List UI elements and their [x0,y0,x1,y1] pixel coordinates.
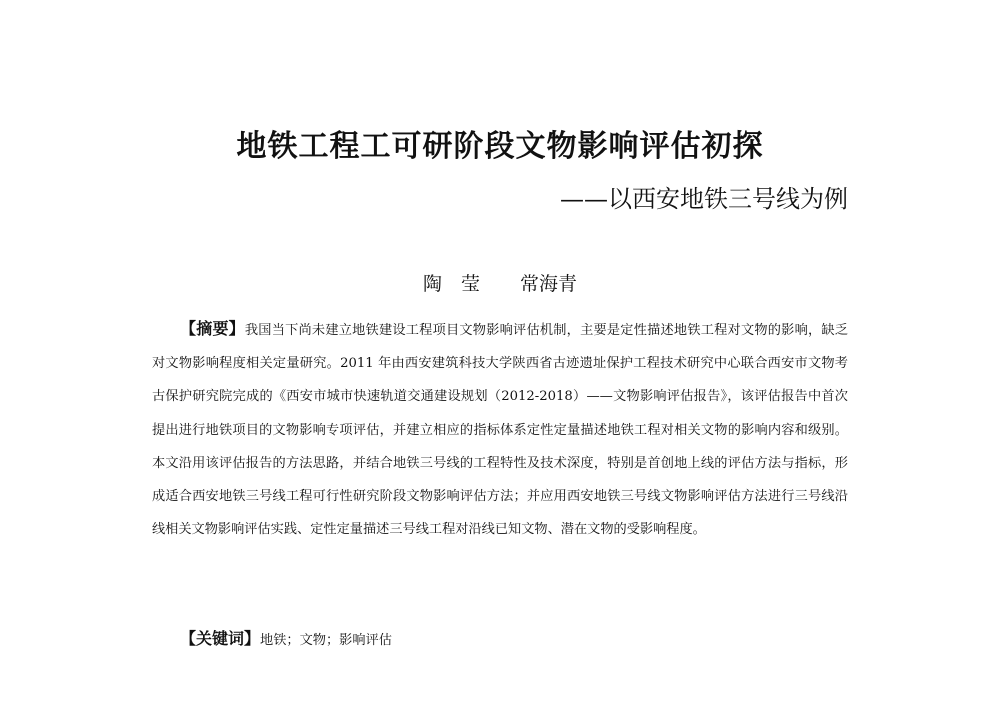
abstract-paragraph [152,312,848,546]
abstract-label: 【摘要】 [180,319,245,338]
keywords-text: 地铁；文物；影响评估 [260,633,392,648]
author-name: 陶 莹 [422,273,480,295]
abstract-text: 我国当下尚未建立地铁建设工程项目文物影响评估机制，主要是定性描述地铁工程对文物的影响，缺乏对文物影响程度相关定量研究。2011 年由西安建筑科技大学陕西省古迹遗址保护工程技术研究中心联合西安市文物考古保护研究院完成的《西安市城市快速轨道交通建设规划（2012-2018）——文物影响评估报告》，该评估报告中首次提出进行地铁项目的文物影响专项评估，并建立相应的指标体系定性定量描述地铁工程对相关文物的影响内容和级别。本文沿用该评估报告的方法思路，并结合地铁三号线的工程特性及技术深度，特别是首创地上线的评估方法与指标，形成适合西安地铁三号线工程可行性研究阶段文物影响评估方法；并应用西安地铁三号线文物影响评估方法进行三号线沿线相关文物影响评估实践、定性定量描述三号线工程对沿线已知文物、潜在文物的受影响程度。 [152,323,848,538]
paper-subtitle: ——以西安地铁三号线为例 [560,185,848,213]
keywords-line [180,626,392,654]
keywords-label: 【关键词】 [180,629,261,648]
author-list [0,270,1000,298]
paper-title: 地铁工程工可研阶段文物影响评估初探 [236,129,764,164]
author-name: 常海青 [520,273,578,295]
